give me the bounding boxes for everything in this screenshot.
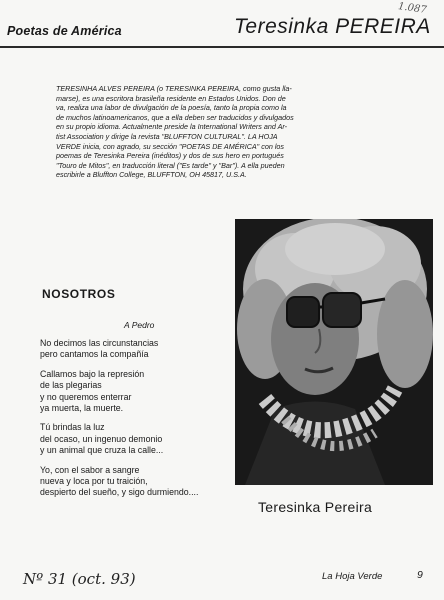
poem-line: nueva y loca por tu traición, [40,476,148,487]
bio-line: "Touro de Mitos", en traducción literal ("Es tarde" y "Bar"). A ella pueden [56,160,285,170]
poem-body [40,338,230,507]
author-name-heading: Teresinka PEREIRA [234,15,431,38]
author-portrait-photo [235,219,433,485]
poem-dedication: A Pedro [124,320,155,330]
bio-line: de muchos latinoamericanos, que a ella deben ser traducidos y divulgados [56,112,294,122]
handwritten-issue-note: Nº 31 (oct. 93) [23,570,136,588]
poem-line: ya muerta, la muerte. [40,403,124,414]
bio-line: va, realiza una labor de divulgación de la poesía, tanto la propia como la [56,103,287,113]
bio-line: poemas de Teresinka Pereira (inéditos) y dos de sus hero en portugués [56,151,284,161]
section-title: Poetas de América [7,24,122,38]
poem-line: Callamos bajo la represión [40,368,145,379]
poem-stanza [40,338,230,361]
poem-line: Tú brindas la luz [40,422,105,433]
poem-line: de las plegarias [40,380,102,391]
poem-line: del ocaso, un ingenuo demonio [40,433,163,444]
poem-stanza [40,369,230,415]
photo-caption: Teresinka Pereira [258,499,373,515]
poem-stanza [40,465,230,499]
poem-line: y no queremos enterrar [40,391,132,402]
bio-line: en su propio idioma. Actualmente preside la International Writers and Ar- [56,122,288,132]
header-rule [0,46,444,48]
poem-line: pero cantamos la compañía [40,349,149,360]
poem-title: NOSOTROS [42,287,116,301]
poem-line: despierto del sueño, y sigo durmiendo.... [40,487,199,498]
bio-line: TERESINHA ALVES PEREIRA (o TERESINKA PEREIRA, como gusta lla- [56,84,292,93]
poem-line: Yo, con el sabor a sangre [40,464,140,475]
handwritten-corner-note: 1.087 [397,1,428,16]
bio-line: escribirle a Bluffton College, BLUFFTON, OH 45817, U.S.A. [56,170,247,180]
poem-line: No decimos las circunstancias [40,338,159,348]
bio-line: tist Association y dirige la revista "BLUFFTON CULTURAL". LA HOJA [56,131,278,141]
page-number: 9 [417,569,423,581]
bio-line: VERDE inicia, con agrado, su sección "POETAS DE AMÉRICA" con los [56,141,285,151]
bio-line: marse), es una escritora brasileña residente en Estados Unidos. Don de [56,93,286,103]
poem-stanza [40,422,230,456]
poem-line: y un animal que cruza la calle... [40,445,164,456]
footer-magazine-name: La Hoja Verde [322,571,383,582]
author-bio [56,84,356,180]
